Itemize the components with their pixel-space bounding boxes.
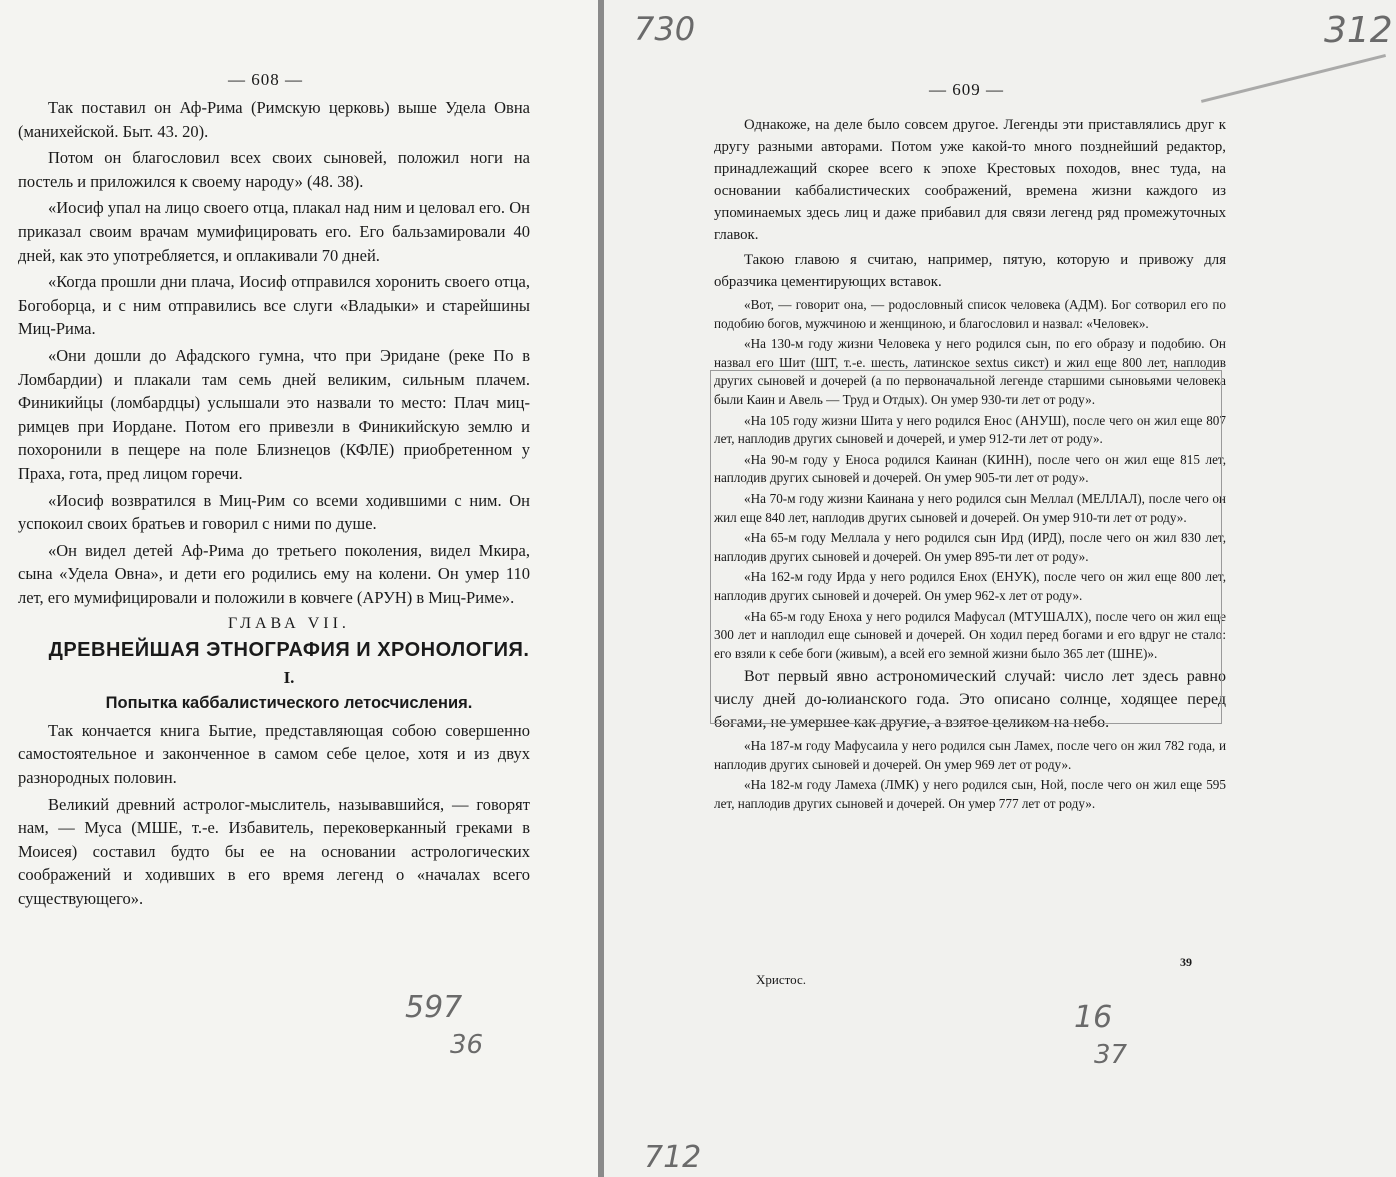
handwritten-note: 730 xyxy=(634,10,696,48)
paragraph: Такою главою я считаю, например, пятую, которую и привожу для образчика цементирующих вставок. xyxy=(714,252,1226,290)
section-number: I. xyxy=(283,667,295,687)
handwritten-note: 36 xyxy=(450,1030,484,1060)
paragraph: Потом он благословил всех своих сыновей, положил ноги на постель и приложился к своему народу» (48. 38). xyxy=(18,148,530,191)
paragraph: Так кончается книга Бытие, представляющая собою совершенно самостоятельное и законченное в самом себе целое, хотя и из двух разнородных половин. xyxy=(18,720,530,788)
chapter-label: ГЛАВА VII. xyxy=(228,615,350,633)
handwritten-note: 597 xyxy=(405,990,463,1025)
paragraph: Вот первый явно астрономический случай: число лет здесь равно числу дней до-юлианского года. Это описано солнце, ходящее перед богами, не умершее как другие, а взятое целиком на небо. xyxy=(714,668,1226,732)
quote-paragraph: «На 105 году жизни Шита у него родился Енос (АНУШ), после чего он жил еще 807 лет, наплодив других сыновей и дочерей, и умер 912-ти лет от роду». xyxy=(714,412,1226,447)
quote-paragraph: «На 187-м году Мафусаила у него родился сын Ламех, после чего он жил 782 года, и наплодив других сыновей и дочерей. Он умер 969 лет от роду». xyxy=(714,738,1226,772)
handwritten-note: 37 xyxy=(1094,1040,1128,1070)
paragraph: Так поставил он Аф-Рима (Римскую церковь) выше Удела Овна (манихейской. Быт. 43. 20). xyxy=(18,98,530,141)
signature-mark: 39 xyxy=(1180,955,1192,969)
left-page xyxy=(0,0,598,1177)
page-number-left: — 608 — xyxy=(228,70,303,89)
paragraph: «Когда прошли дни плача, Иосиф отправился хоронить своего отца, Богоборца, и с ним отправились все слуги «Владыки» и старейшины Миц-Рима. xyxy=(18,272,530,339)
paragraph: «Иосиф возвратился в Миц-Рим со всеми ходившими с ним. Он успокоил своих братьев и говорил с ними по душе. xyxy=(18,490,530,534)
quote-paragraph: «На 90-м году у Еноса родился Каинан (КИНН), после чего он жил еще 815 лет, наплодив других сыновей и дочерей. Он умер 905-ти лет от роду». xyxy=(714,451,1226,486)
page-number-right: — 609 — xyxy=(929,80,1004,99)
faint-frame-line xyxy=(710,370,1222,724)
handwritten-note: 16 xyxy=(1074,1000,1113,1035)
quote-paragraph: «На 65-м году Меллала у него родился сын Ирд (ИРД), после чего он жил 830 лет, наплодив других сыновей и дочерей. Он умер 895-ти лет от роду». xyxy=(714,530,1226,564)
left-page-body xyxy=(18,96,530,914)
handwritten-note: 312 xyxy=(1324,10,1393,51)
section-title: Попытка каббалистического летосчисления. xyxy=(105,694,473,713)
quote-paragraph: «На 162-м году Ирда у него родился Енох (ЕНУК), после чего он жил еще 800 лет, наплодив других сыновей и дочерей. Он умер 962-х лет от роду». xyxy=(714,569,1226,603)
footer-signature: Христос. xyxy=(756,972,806,987)
paragraph: Однакоже, на деле было совсем другое. Легенды эти приставлялись друг к другу разными авторами. Потом уже какой-то много позднейший редактор, принадлежащий скорее всего к эпохе Крестовых походов, внес туда, на основании каббалистических соображений, времена жизни каждого из упоминаемых здесь лиц и даже прибавил для связи легенд ряд промежуточных главок. xyxy=(714,117,1226,243)
paragraph: «Иосиф упал на лицо своего отца, плакал над ним и целовал его. Он приказал своим врачам мумифицировать его. Его бальзамировали 40 дней, как это употребляется, и оплакивали 70 дней. xyxy=(18,198,530,265)
handwritten-scribble xyxy=(1184,0,1386,103)
quote-paragraph: «На 130-м году жизни Человека у него родился сын, по его образу и подобию. Он назвал его Шит (ШТ, т.-е. шесть, латинское sextus сикст) и жил еще 800 лет, наплодив других сыновей и дочерей (а по первоначальной легенде старшими сыновьями человека были Каин и Авель — Труд и Отдых). Он умер 930-ти лет от роду». xyxy=(714,336,1226,407)
quote-paragraph: «На 70-м году жизни Каинана у него родился сын Меллал (МЕЛЛАЛ), после чего он жил еще 840 лет, наплодив других сыновей и дочерей. Он умер 910-ти лет от роду». xyxy=(714,490,1226,525)
quote-paragraph: «Вот, — говорит она, — родословный список человека (АДМ). Бог сотворил его по подобию богов, мужчиною и женщиною, и благословил и назвал: «Человек». xyxy=(714,297,1226,331)
quote-paragraph: «На 182-м году Ламеха (ЛМК) у него родился сын, Ной, после чего он жил еще 595 лет, наплодив других сыновей и дочерей. Он умер 777 лет от роду». xyxy=(714,777,1226,812)
quote-paragraph: «На 65-м году Еноха у него родился Мафусал (МТУШАЛХ), после чего он жил еще 300 лет и наплодил еще сыновей и дочерей. Он ходил перед богами и его вдруг не стало: его взяли к себе боги (живым), а всей его земной жизни было 365 лет (ШНЕ)». xyxy=(714,608,1226,661)
paragraph: Великий древний астролог-мыслитель, называвшийся, — говорят нам, — Муса (МШЕ, т.-е. Избавитель, перековерканный греками в Моисея) составил будто бы ее на основании астрологических соображений и ходивших в его время легенд о «началах всего существующего». xyxy=(18,794,530,908)
handwritten-note: 712 xyxy=(644,1140,702,1175)
paragraph: «Он видел детей Аф-Рима до третьего поколения, видел Мкира, сына «Удела Овна», и дети его родились ему на колени. Он умер 110 лет, его мумифицировали и положили в ковчеге (АРУН) в Миц-Риме». xyxy=(18,540,530,607)
paragraph: «Они дошли до Афадского гумна, что при Эридане (реке По в Ломбардии) и плакали там семь дней великим, сильным плачем. Финикийцы (ломбардцы) услышали это назвали то место: Плач миц-римцев при Иордане. Потом его привезли в Финикийскую землю и похоронили в пещере на поле Близнецов (КФЛЕ) приобретенном у Праха, гота, пред лицом горечи. xyxy=(18,345,530,483)
chapter-title: ДРЕВНЕЙШАЯ ЭТНОГРАФИЯ И ХРОНОЛОГИЯ. xyxy=(48,639,530,662)
